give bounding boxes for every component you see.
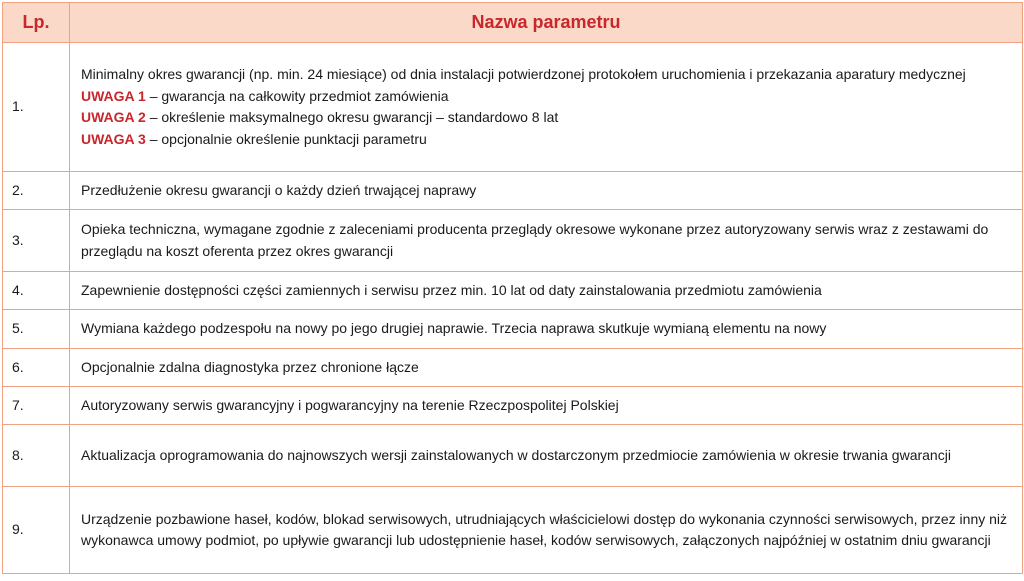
note-line	[81, 86, 1010, 108]
row-text: Wymiana każdego podzespołu na nowy po jego drugiej naprawie. Trzecia naprawa skutkuje wymianą elementu na nowy	[70, 310, 1023, 349]
note-label: UWAGA 3	[81, 130, 146, 147]
table-row	[3, 172, 1023, 210]
note-text: – określenie maksymalnego okresu gwarancji – standardowo 8 lat	[145, 109, 559, 125]
row-number: 4.	[3, 272, 70, 310]
row-text: Przedłużenie okresu gwarancji o każdy dzień trwającej naprawy	[70, 172, 1023, 210]
note-text: – gwarancja na całkowity przedmiot zamówienia	[145, 87, 449, 104]
row-text: Zapewnienie dostępności części zamiennych i serwisu przez min. 10 lat od daty zainstalowania przedmiotu zamówienia	[70, 272, 1023, 310]
row-text: Opcjonalnie zdalna diagnostyka przez chronione łącze	[70, 349, 1023, 387]
row-number: 5.	[3, 310, 70, 349]
row-main-text: Minimalny okres gwarancji (np. min. 24 miesiące) od dnia instalacji potwierdzonej protokołem uruchomienia i przekazania aparatury medycznej	[81, 66, 966, 82]
row-number: 7.	[3, 387, 70, 425]
note-label: UWAGA 2	[81, 109, 146, 125]
row-number: 3.	[3, 210, 70, 272]
row-text: Urządzenie pozbawione haseł, kodów, blokad serwisowych, utrudniających właścicielowi dostęp do wykonania czynności serwisowych, przez inny niż wykonawca umowy podmiot, po upływie gwarancji lub udostępnienie haseł, kodów serwisowych, załączonych najpóźniej w ostatnim dniu gwarancji	[70, 487, 1023, 574]
note-label: UWAGA 1	[81, 87, 146, 104]
table-header-row	[3, 3, 1023, 43]
table-row	[3, 349, 1023, 387]
table-row	[3, 425, 1023, 487]
row-number: 9.	[3, 487, 70, 574]
row-text: Aktualizacja oprogramowania do najnowszych wersji zainstalowanych w dostarczonym przedmiocie zamówienia w okresie trwania gwarancji	[70, 425, 1023, 487]
row-text	[70, 43, 1023, 172]
row-text: Opieka techniczna, wymagane zgodnie z zaleceniami producenta przeglądy okresowe wykonane przez autoryzowany serwis wraz z zestawami do przeglądu na koszt oferenta przez okres gwarancji	[70, 210, 1023, 272]
row-number: 1.	[3, 43, 70, 172]
row-number: 2.	[3, 172, 70, 210]
table-row	[3, 272, 1023, 310]
table-row	[3, 210, 1023, 272]
table-row	[3, 43, 1023, 172]
row-number: 8.	[3, 425, 70, 487]
row-number: 6.	[3, 349, 70, 387]
header-lp: Lp.	[3, 3, 70, 43]
note-text: – opcjonalnie określenie punktacji parametru	[145, 130, 427, 147]
table-row	[3, 487, 1023, 574]
table-row	[3, 387, 1023, 425]
parameters-table	[2, 2, 1023, 574]
header-parameter-name: Nazwa parametru	[70, 3, 1023, 43]
note-line	[81, 107, 1010, 129]
table-row	[3, 310, 1023, 349]
note-line	[81, 129, 1010, 151]
row-text: Autoryzowany serwis gwarancyjny i pogwarancyjny na terenie Rzeczpospolitej Polskiej	[70, 387, 1023, 425]
